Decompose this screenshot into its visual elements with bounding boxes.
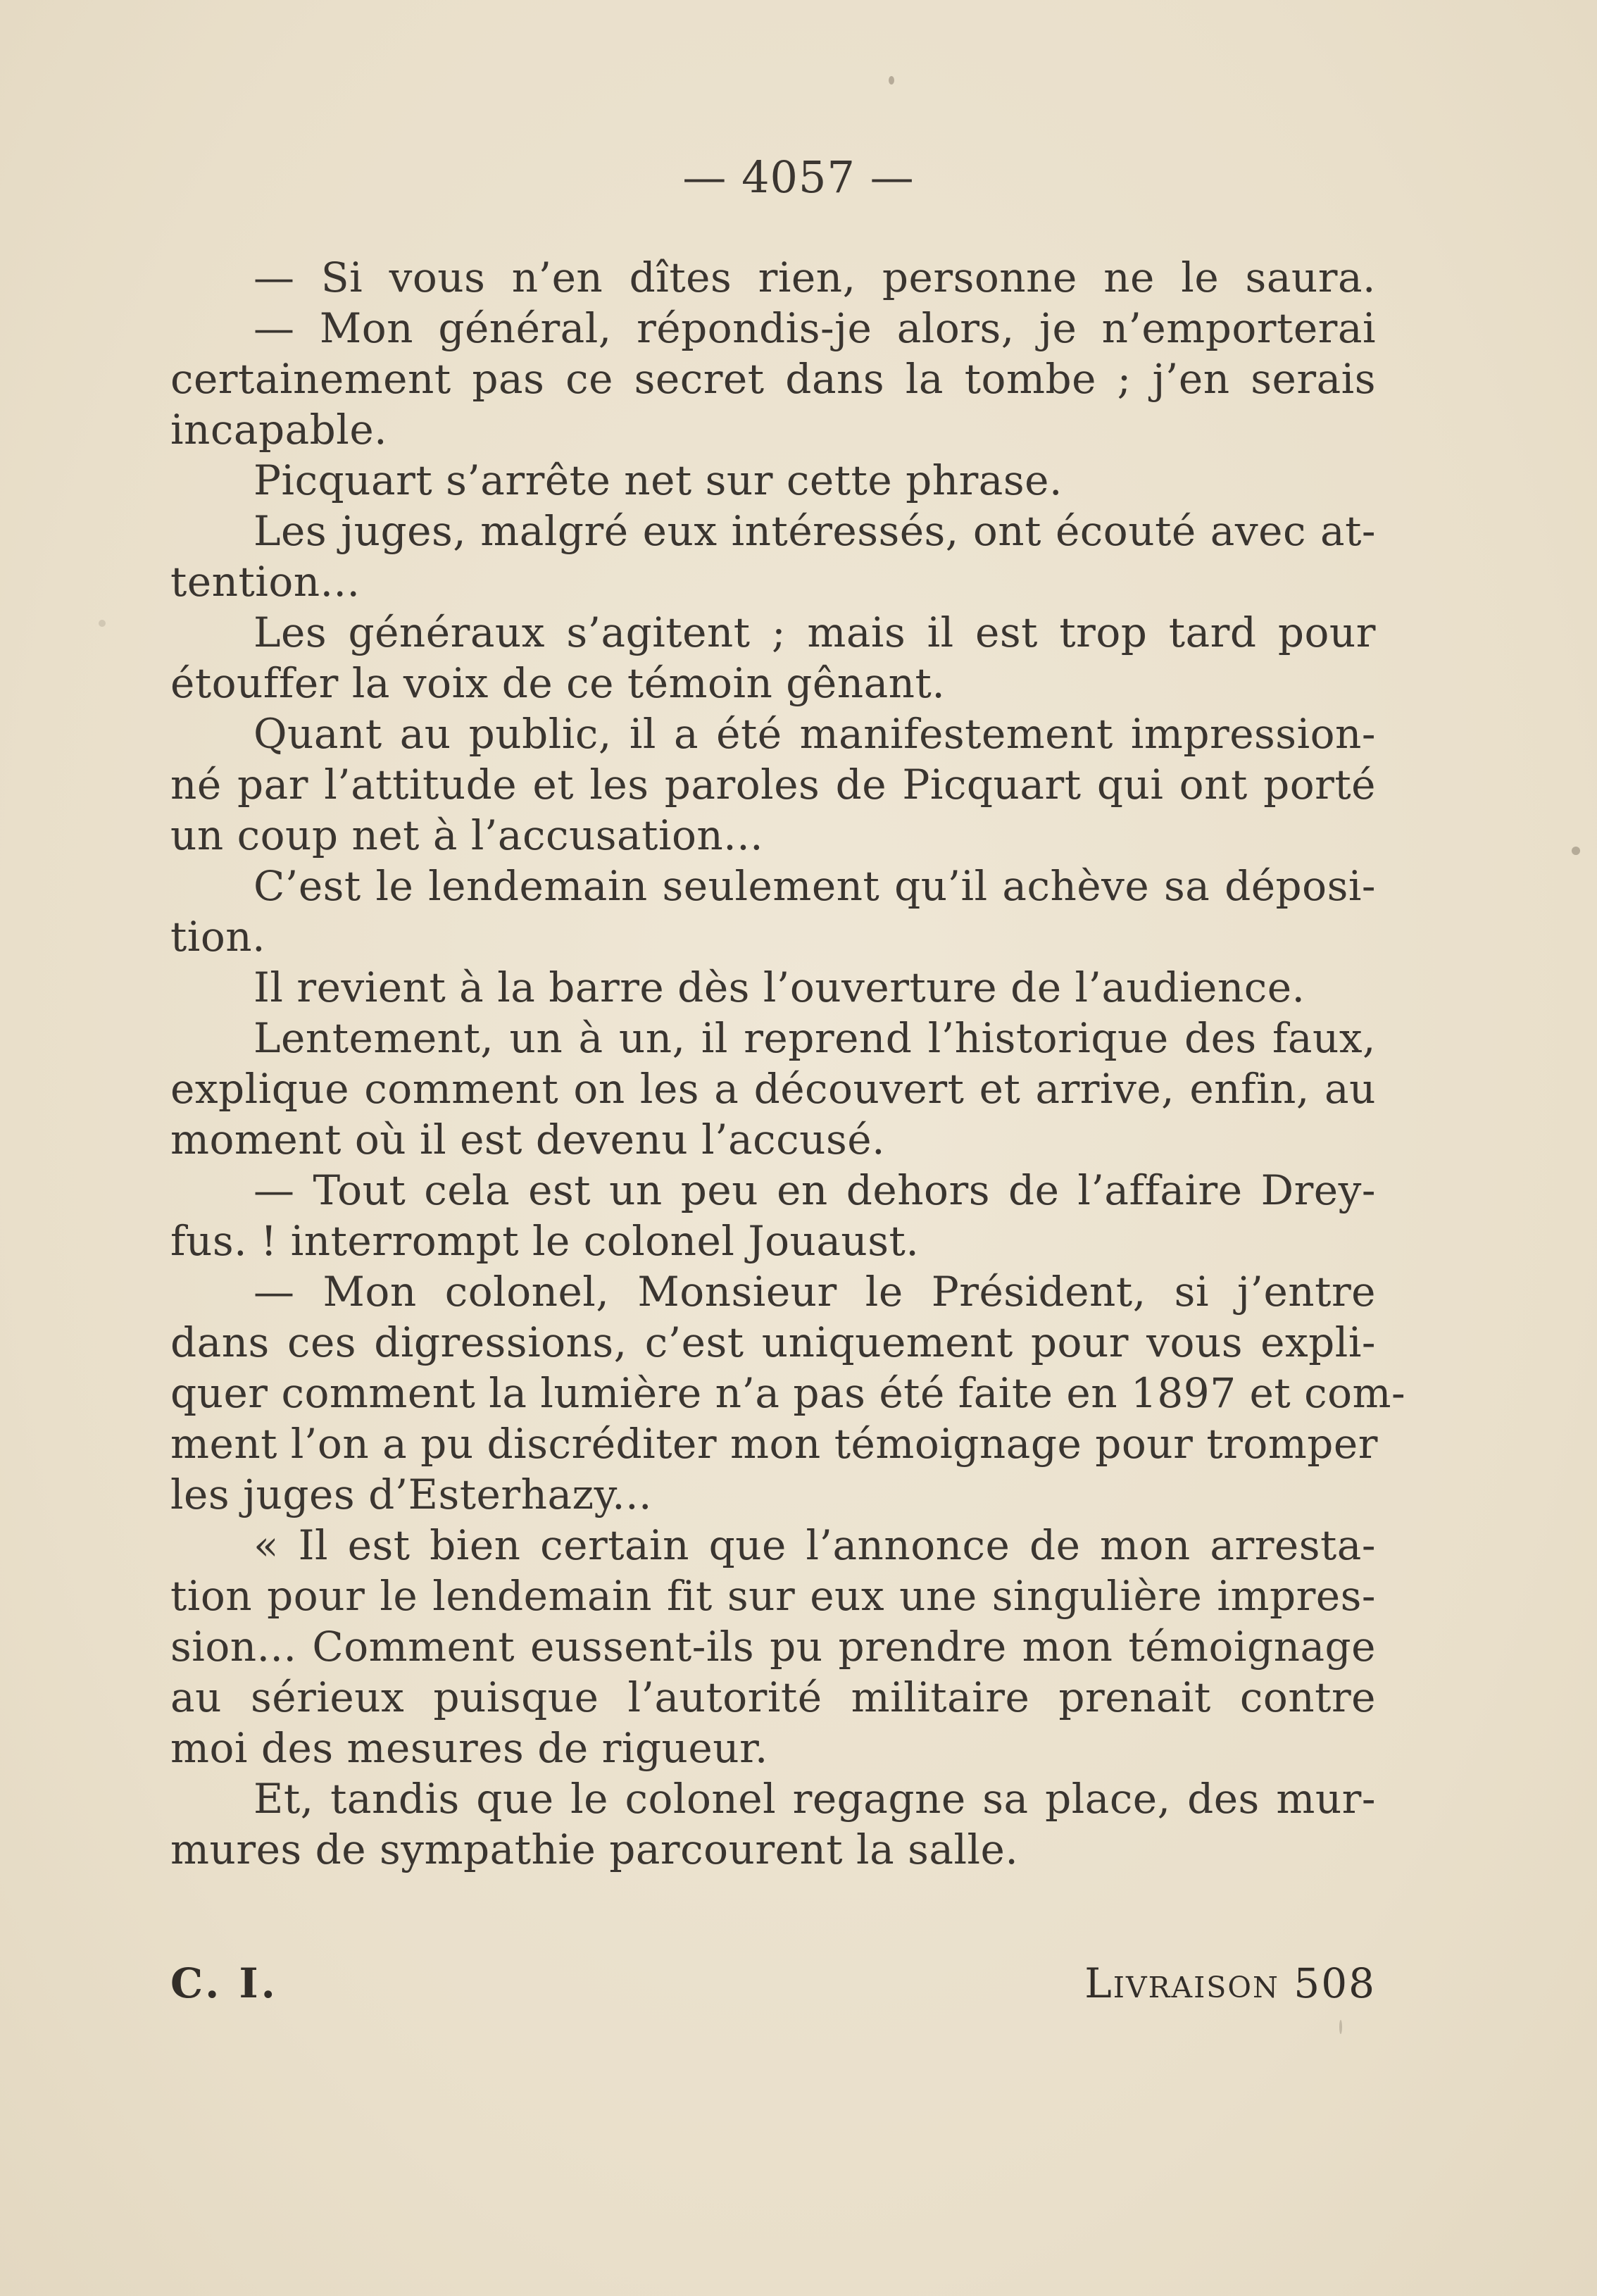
text-line: moi des mesures de rigueur. <box>170 1724 768 1772</box>
text-line: tion. <box>170 913 266 961</box>
footer-installment: Livraison 508 <box>1084 1959 1376 2007</box>
text-line: sion... Comment eussent-ils pu prendre mon témoignage <box>170 1623 1376 1671</box>
paper-speck <box>1572 847 1580 855</box>
paper-speck <box>1339 2020 1342 2034</box>
text-line: étouffer la voix de ce témoin gênant. <box>170 659 946 707</box>
text-line: explique comment on les a découvert et arrive, enfin, au <box>170 1065 1376 1113</box>
paper-speck <box>889 76 894 85</box>
paper-speck <box>99 620 106 627</box>
text-line: Picquart s’arrête net sur cette phrase. <box>253 456 1063 504</box>
text-line: un coup net à l’accusation... <box>170 811 764 859</box>
text-line: dans ces digressions, c’est uniquement pour vous expli- <box>170 1318 1376 1366</box>
text-line: moment où il est devenu l’accusé. <box>170 1116 886 1163</box>
text-line: C’est le lendemain seulement qu’il achève sa déposi- <box>253 862 1376 910</box>
text-line: fus. ! interrompt le colonel Jouaust. <box>170 1217 920 1265</box>
footer-collection-mark: C. I. <box>170 1959 278 2007</box>
text-line: — Tout cela est un peu en dehors de l’affaire Drey- <box>253 1166 1376 1214</box>
page-number: — 4057 — <box>682 151 915 203</box>
text-line: certainement pas ce secret dans la tombe ; j’en serais <box>170 355 1376 403</box>
page-footer <box>170 1955 1376 2011</box>
text-line: les juges d’Esterhazy... <box>170 1471 652 1518</box>
text-line: mures de sympathie parcourent la salle. <box>170 1826 1019 1873</box>
text-line: au sérieux puisque l’autorité militaire prenait contre <box>170 1673 1376 1721</box>
text-line: Et, tandis que le colonel regagne sa place, des mur- <box>253 1775 1376 1823</box>
text-line: Lentement, un à un, il reprend l’historique des faux, <box>253 1014 1376 1062</box>
text-line: Quant au public, il a été manifestement impression- <box>253 710 1376 758</box>
text-line: — Si vous n’en dîtes rien, personne ne le saura. <box>253 254 1376 301</box>
text-line: — Mon général, répondis-je alors, je n’emporterai <box>253 304 1376 352</box>
text-line: Il revient à la barre dès l’ouverture de l’audience. <box>253 963 1305 1011</box>
text-line: Les généraux s’agitent ; mais il est trop tard pour <box>253 609 1376 656</box>
text-line: tion pour le lendemain fit sur eux une singulière impres- <box>170 1572 1376 1620</box>
text-line: ment l’on a pu discréditer mon témoignage pour tromper <box>170 1420 1378 1468</box>
text-line: né par l’attitude et les paroles de Picquart qui ont porté <box>170 761 1376 809</box>
text-line: « Il est bien certain que l’annonce de mon arresta- <box>253 1521 1376 1569</box>
text-line: — Mon colonel, Monsieur le Président, si j’entre <box>253 1268 1376 1316</box>
text-line: tention... <box>170 558 361 606</box>
body-text <box>170 252 1406 1875</box>
text-line: Les juges, malgré eux intéressés, ont écouté avec at- <box>253 507 1376 555</box>
text-line: incapable. <box>170 406 388 454</box>
text-line: quer comment la lumière n’a pas été faite en 1897 et com- <box>170 1369 1406 1417</box>
